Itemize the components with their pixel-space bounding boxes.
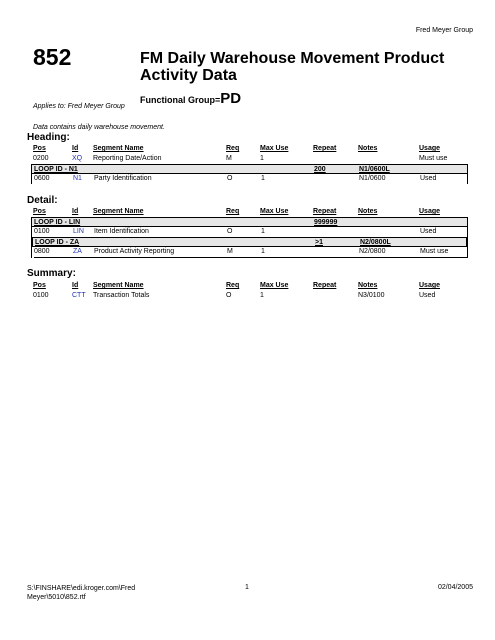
cell-usage: Must use	[419, 155, 448, 162]
cell-segment-name: Transaction Totals	[93, 292, 150, 299]
footer-file-path	[27, 584, 135, 602]
col-notes: Notes	[358, 282, 378, 289]
detail-table	[33, 207, 466, 258]
cell-pos: 0600	[34, 175, 50, 182]
cell-pos: 0800	[34, 248, 50, 255]
column-header-row	[33, 207, 466, 217]
table-row	[33, 154, 466, 164]
col-max-use: Max Use	[260, 282, 289, 289]
loop-body	[31, 174, 468, 184]
cell-usage: Used	[419, 292, 436, 299]
col-pos: Pos	[33, 282, 46, 289]
segment-id-link[interactable]: XQ	[72, 155, 83, 162]
cell-pos: 0100	[34, 228, 50, 235]
loop-notes: N1/0600L	[359, 166, 390, 173]
cell-notes: N3/0100	[358, 292, 385, 299]
col-req: Req	[226, 208, 240, 215]
loop-header-row	[31, 217, 468, 227]
column-header-row	[33, 281, 466, 291]
cell-req: O	[227, 175, 233, 182]
loop-notes: N2/0800L	[360, 239, 391, 246]
col-id: Id	[72, 208, 79, 215]
cell-pos: 0200	[33, 155, 49, 162]
cell-max-use: 1	[261, 248, 265, 255]
col-id: Id	[72, 282, 79, 289]
col-repeat: Repeat	[313, 208, 337, 215]
cell-req: O	[226, 292, 232, 299]
footer-date: 02/04/2005	[437, 584, 473, 591]
cell-max-use: 1	[260, 155, 264, 162]
col-segment-name: Segment Name	[93, 145, 144, 152]
company-name: Fred Meyer Group	[415, 27, 473, 34]
column-header-row	[33, 144, 466, 154]
summary-section-title: Summary:	[27, 268, 76, 279]
col-repeat: Repeat	[313, 145, 337, 152]
table-row	[34, 227, 467, 237]
table-row	[33, 291, 466, 301]
footer-path-line: S:\FINSHARE\edi.kroger.com\Fred	[27, 585, 136, 592]
heading-section-title: Heading:	[27, 132, 70, 143]
segment-id-link[interactable]: N1	[73, 175, 82, 182]
loop-repeat: >1	[315, 239, 323, 246]
cell-req: M	[226, 155, 232, 162]
applies-to: Applies to: Fred Meyer Group	[33, 103, 125, 110]
col-usage: Usage	[419, 208, 441, 215]
col-notes: Notes	[358, 208, 378, 215]
document-description: Data contains daily warehouse movement.	[33, 124, 165, 131]
col-pos: Pos	[33, 208, 46, 215]
cell-usage: Must use	[420, 248, 449, 255]
loop-label: LOOP ID - ZA	[35, 239, 80, 246]
loop-header-row	[32, 237, 467, 247]
summary-table	[33, 281, 466, 301]
functional-group-label: Functional Group=	[140, 95, 221, 105]
col-pos: Pos	[33, 145, 46, 152]
col-max-use: Max Use	[260, 145, 289, 152]
heading-table	[33, 144, 466, 184]
col-max-use: Max Use	[260, 208, 289, 215]
document-number: 852	[33, 44, 72, 70]
page-number: 1	[245, 584, 249, 591]
col-segment-name: Segment Name	[93, 208, 144, 215]
cell-usage: Used	[420, 175, 437, 182]
segment-id-link[interactable]: CTT	[72, 292, 86, 299]
table-row	[34, 174, 467, 184]
cell-segment-name: Party Identification	[94, 175, 152, 182]
functional-group-code: PD	[220, 90, 242, 107]
cell-usage: Used	[420, 228, 437, 235]
col-usage: Usage	[419, 282, 441, 289]
table-row	[34, 247, 467, 258]
col-notes: Notes	[358, 145, 378, 152]
segment-id-link[interactable]: LIN	[73, 228, 84, 235]
col-usage: Usage	[419, 145, 441, 152]
cell-req: M	[227, 248, 233, 255]
cell-segment-name: Reporting Date/Action	[93, 155, 162, 162]
cell-max-use: 1	[260, 292, 264, 299]
loop-repeat: 999999	[314, 219, 338, 226]
cell-max-use: 1	[261, 175, 265, 182]
col-req: Req	[226, 282, 240, 289]
col-req: Req	[226, 145, 240, 152]
loop-label: LOOP ID - LIN	[34, 219, 81, 226]
segment-id-link[interactable]: ZA	[73, 248, 82, 255]
functional-group	[140, 90, 241, 107]
col-id: Id	[72, 145, 79, 152]
loop-repeat: 200	[314, 166, 326, 173]
cell-max-use: 1	[261, 228, 265, 235]
col-segment-name: Segment Name	[93, 282, 144, 289]
detail-section-title: Detail:	[27, 195, 58, 206]
loop-header-row	[31, 164, 468, 174]
loop-label: LOOP ID - N1	[34, 166, 78, 173]
cell-segment-name: Item Identification	[94, 228, 149, 235]
cell-pos: 0100	[33, 292, 49, 299]
document-title: FM Daily Warehouse Movement Product Activity Data	[140, 50, 445, 84]
cell-notes: N1/0600	[359, 175, 386, 182]
cell-notes: N2/0800	[359, 248, 386, 255]
col-repeat: Repeat	[313, 282, 337, 289]
cell-req: O	[227, 228, 233, 235]
cell-segment-name: Product Activity Reporting	[94, 248, 175, 255]
loop-body	[31, 227, 468, 258]
footer-path-line: Meyer\5010\852.rtf	[27, 594, 86, 601]
